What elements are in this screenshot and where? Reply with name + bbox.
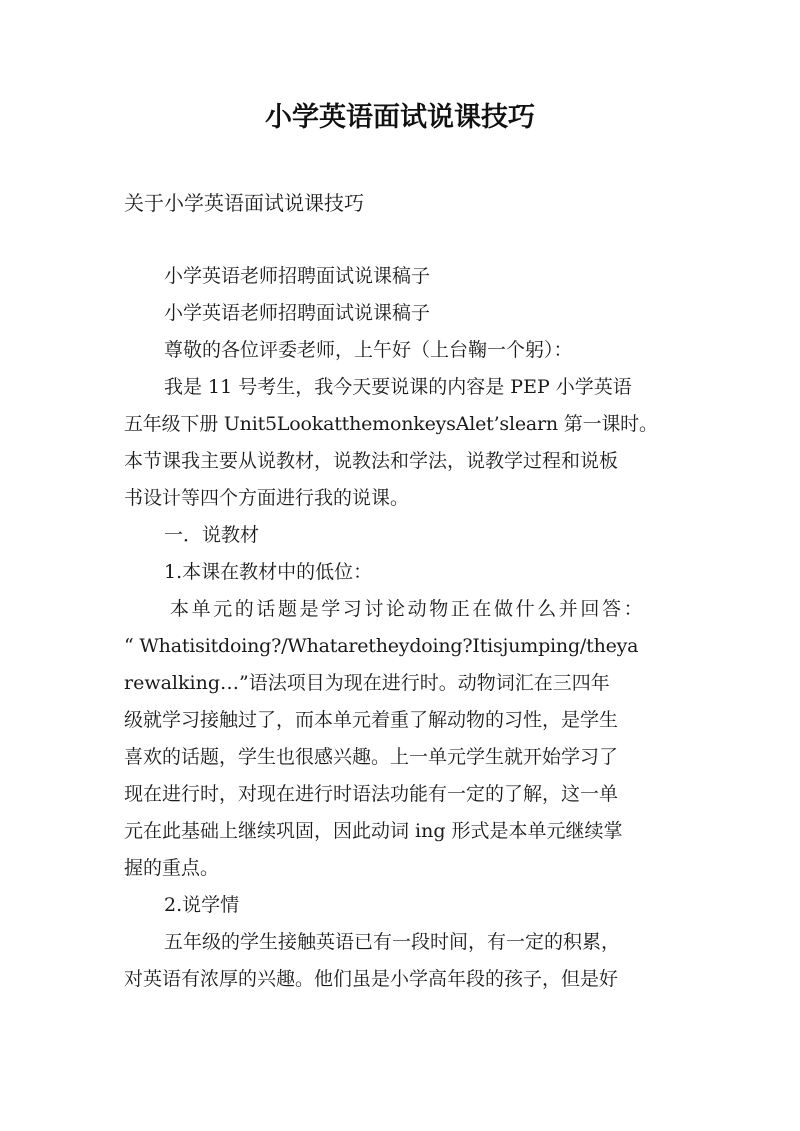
subsection-heading: 1.本课在教材中的低位： [164, 561, 373, 583]
section-heading: 一．说教材 [164, 524, 260, 546]
text-line: 小学英语老师招聘面试说课稿子 [164, 265, 431, 287]
text-line: 级就学习接触过了，而本单元着重了解动物的习性，是学生 [124, 709, 619, 731]
text-line: 本单元的话题是学习讨论动物正在做什么并回答： [170, 598, 646, 620]
text-line: 现在进行时，对现在进行时语法功能有一定的了解，这一单 [124, 783, 619, 805]
document-subtitle: 关于小学英语面试说课技巧 [124, 191, 364, 215]
text-line: 五年级下册 Unit5LookatthemonkeysAlet’slearn 第一课时。 [124, 413, 658, 435]
text-line: 尊敬的各位评委老师，上午好（上台鞠一个躬）： [164, 339, 573, 361]
text-line: 五年级的学生接触英语已有一段时间，有一定的积累， [164, 931, 621, 953]
text-line: 我是 11 号考生，我今天要说课的内容是 PEP 小学英语 [164, 376, 632, 398]
text-line: 本节课我主要从说教材，说教法和学法，说教学过程和说板 [124, 450, 619, 472]
text-line: 元在此基础上继续巩固，因此动词 ing 形式是本单元继续掌 [124, 820, 623, 842]
document-body [124, 258, 694, 998]
text-line: 书设计等四个方面进行我的说课。 [124, 487, 410, 509]
text-line: 对英语有浓厚的兴趣。他们虽是小学高年段的孩子，但是好 [124, 968, 619, 990]
document-title: 小学英语面试说课技巧 [265, 102, 535, 133]
text-line: “ Whatisitdoing?/Whataretheydoing?Itisjumping/theya [124, 635, 639, 657]
text-line: 小学英语老师招聘面试说课稿子 [164, 302, 431, 324]
text-line: 握的重点。 [124, 857, 220, 879]
subsection-heading: 2.说学情 [164, 894, 240, 916]
text-line: rewalking…”语法项目为现在进行时。动物词汇在三四年 [124, 672, 610, 694]
text-line: 喜欢的话题，学生也很感兴趣。上一单元学生就开始学习了 [124, 746, 619, 768]
